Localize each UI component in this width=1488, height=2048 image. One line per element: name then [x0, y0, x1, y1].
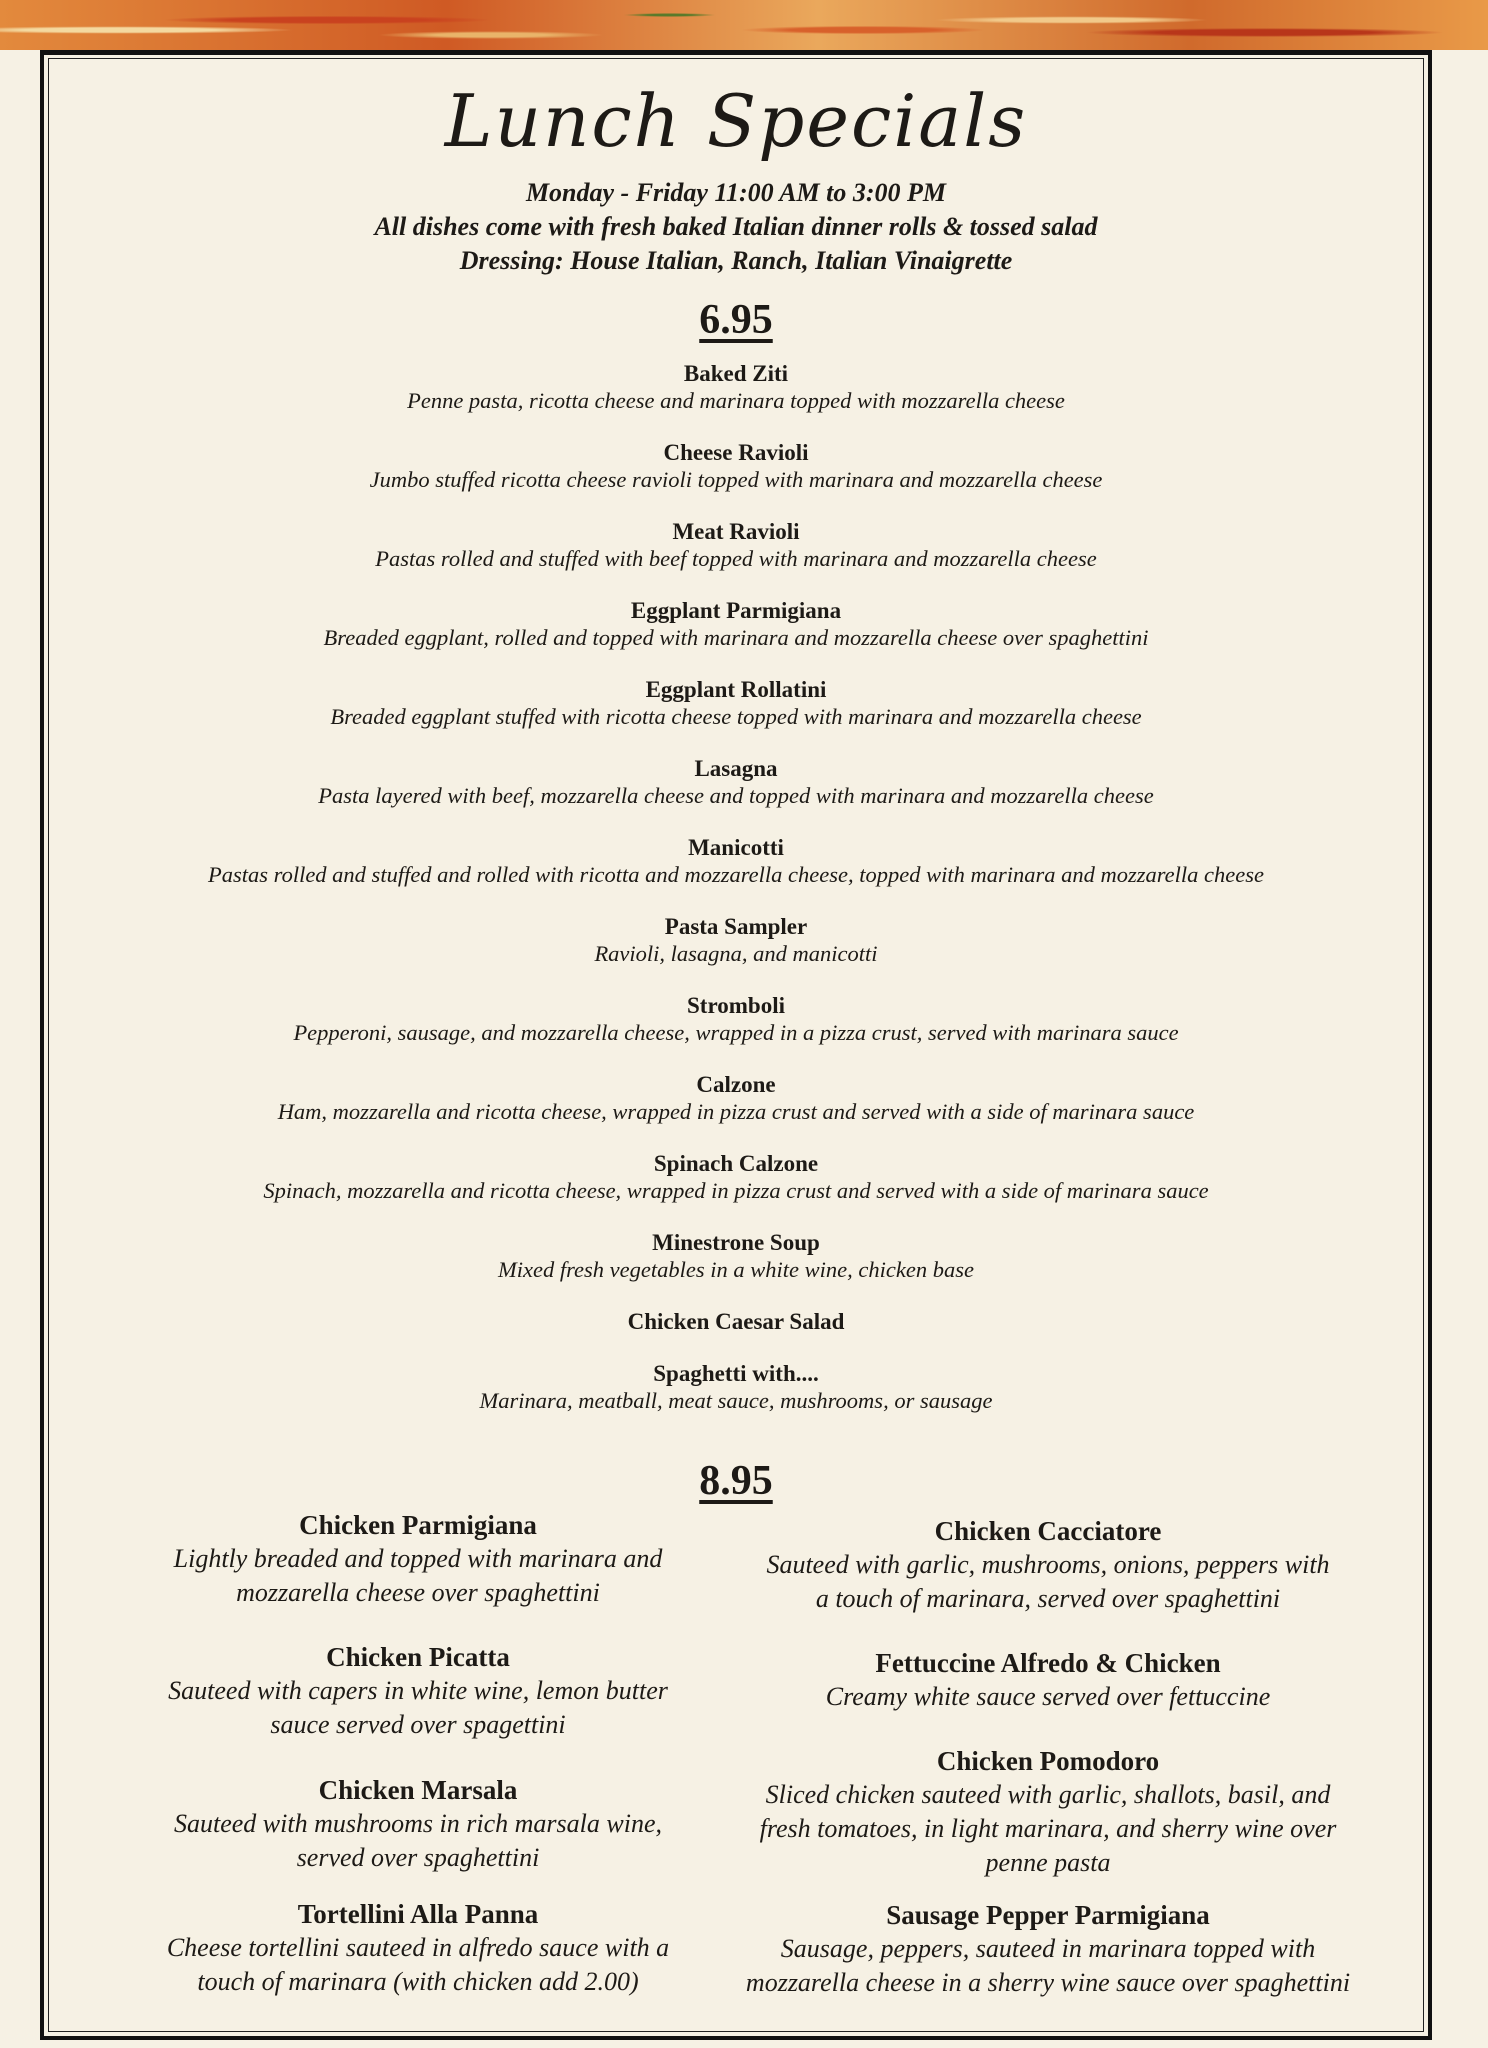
item-description: Pastas rolled and stuffed with beef topped with marinara and mozzarella cheese [375, 546, 1097, 571]
item-name: Stromboli [687, 993, 785, 1018]
menu-item [108, 1508, 728, 1610]
item-name: Baked Ziti [683, 361, 789, 386]
item-name: Chicken Parmigiana [299, 1510, 537, 1540]
hours-line: Monday - Friday 11:00 AM to 3:00 PM [525, 178, 947, 207]
item-name: Chicken Cacciatore [934, 1516, 1162, 1546]
item-name: Lasagna [694, 756, 778, 781]
item-description-line: penne pasta [985, 1848, 1111, 1877]
item-description: Ravioli, lasagna, and manicotti [594, 941, 878, 966]
item-description: Breaded eggplant stuffed with ricotta cheese topped with marinara and mozzarella cheese [330, 704, 1142, 729]
menu-item [48, 1361, 1424, 1440]
item-name: Eggplant Parmigiana [630, 598, 842, 623]
menu-item [48, 1072, 1424, 1151]
menu-item [48, 756, 1424, 835]
menu-item [48, 993, 1424, 1072]
menu-title: Lunch Specials [444, 79, 1028, 163]
item-description-line: Sauteed with garlic, mushrooms, onions, peppers with [766, 1550, 1330, 1579]
item-description-line: Sausage, peppers, sauteed in marinara topped with [780, 1934, 1316, 1963]
item-description-line: served over spaghettini [296, 1843, 540, 1872]
menu-item [108, 1897, 728, 1999]
menu-item [48, 835, 1424, 914]
item-name: Manicotti [688, 835, 784, 860]
menu-item [48, 440, 1424, 519]
price-heading-695 [48, 295, 1424, 345]
item-name: Fettuccine Alfredo & Chicken [875, 1648, 1221, 1678]
price-value: 8.95 [699, 1458, 773, 1504]
item-description-line: Sauteed with mushrooms in rich marsala wine, [174, 1809, 662, 1838]
item-name: Meat Ravioli [672, 519, 800, 544]
item-description-line: fresh tomatoes, in light marinara, and sherry wine over [759, 1814, 1337, 1843]
item-name: Cheese Ravioli [663, 440, 809, 465]
menu-item [48, 519, 1424, 598]
item-name: Chicken Marsala [318, 1775, 518, 1805]
item-name: Spaghetti with.... [653, 1361, 819, 1386]
item-name: Chicken Caesar Salad [627, 1309, 845, 1334]
included-line: All dishes come with fresh baked Italian dinner rolls & tossed salad [374, 212, 1098, 241]
item-description: Penne pasta, ricotta cheese and marinara topped with mozzarella cheese [407, 388, 1065, 413]
menu-item [108, 1773, 728, 1875]
menu-item [48, 1151, 1424, 1230]
price-heading-895 [48, 1456, 1424, 1506]
menu-item [48, 361, 1424, 440]
menu-item [48, 598, 1424, 677]
item-description-line: touch of marinara (with chicken add 2.00) [197, 1967, 639, 1996]
item-description: Pasta layered with beef, mozzarella cheese and topped with marinara and mozzarella cheese [318, 783, 1154, 808]
menu-item [738, 1646, 1358, 1714]
food-photo-strip [0, 0, 1488, 50]
item-name: Minestrone Soup [652, 1230, 820, 1255]
menu-items-695 [48, 361, 1424, 1440]
item-description-line: Sauteed with capers in white wine, lemon butter [168, 1676, 668, 1705]
item-description-line: Cheese tortellini sauteed in alfredo sauce with a [166, 1933, 670, 1962]
menu-item [48, 1309, 1424, 1361]
item-description-line: a touch of marinara, served over spaghettini [815, 1584, 1281, 1613]
menu-item [738, 1514, 1358, 1616]
item-name: Pasta Sampler [664, 914, 808, 939]
price-value: 6.95 [699, 297, 773, 343]
item-description: Mixed fresh vegetables in a white wine, chicken base [498, 1257, 974, 1282]
menu-item [48, 677, 1424, 756]
item-name: Sausage Pepper Parmigiana [886, 1900, 1210, 1930]
item-name: Calzone [696, 1072, 776, 1097]
item-name: Spinach Calzone [653, 1151, 819, 1176]
menu-item [48, 914, 1424, 993]
item-name: Tortellini Alla Panna [297, 1899, 539, 1929]
item-description-line: Sliced chicken sauteed with garlic, shallots, basil, and [765, 1780, 1331, 1809]
item-description: Jumbo stuffed ricotta cheese ravioli topped with marinara and mozzarella cheese [369, 467, 1103, 492]
item-description-line: mozzarella cheese in a sherry wine sauce over spaghettini [745, 1968, 1351, 1997]
item-name: Eggplant Rollatini [645, 677, 827, 702]
item-description-line: mozzarella cheese over spaghettini [236, 1578, 600, 1607]
item-description: Ham, mozzarella and ricotta cheese, wrapped in pizza crust and served with a side of marinara sauce [277, 1099, 1195, 1124]
item-description: Spinach, mozzarella and ricotta cheese, wrapped in pizza crust and served with a side of marinara sauce [263, 1178, 1209, 1203]
item-description-line: sauce served over spagettini [270, 1710, 566, 1739]
item-name: Chicken Pomodoro [936, 1746, 1160, 1776]
menu-item [48, 1230, 1424, 1309]
item-description: Marinara, meatball, meat sauce, mushrooms, or sausage [479, 1388, 993, 1413]
menu-item [738, 1898, 1358, 2000]
item-description: Pepperoni, sausage, and mozzarella cheese, wrapped in a pizza crust, served with marinara sauce [293, 1020, 1179, 1045]
dressing-line: Dressing: House Italian, Ranch, Italian Vinaigrette [459, 246, 1013, 275]
menu-item [738, 1744, 1358, 1880]
item-description: Pastas rolled and stuffed and rolled with ricotta and mozzarella cheese, topped with marinara and mozzarella cheese [208, 862, 1264, 887]
menu-item [108, 1640, 728, 1742]
item-description-line: Lightly breaded and topped with marinara and [173, 1544, 663, 1573]
item-description: Breaded eggplant, rolled and topped with marinara and mozzarella cheese over spaghettini [323, 625, 1149, 650]
item-name: Chicken Picatta [326, 1642, 510, 1672]
item-description-line: Creamy white sauce served over fettuccine [825, 1682, 1271, 1711]
